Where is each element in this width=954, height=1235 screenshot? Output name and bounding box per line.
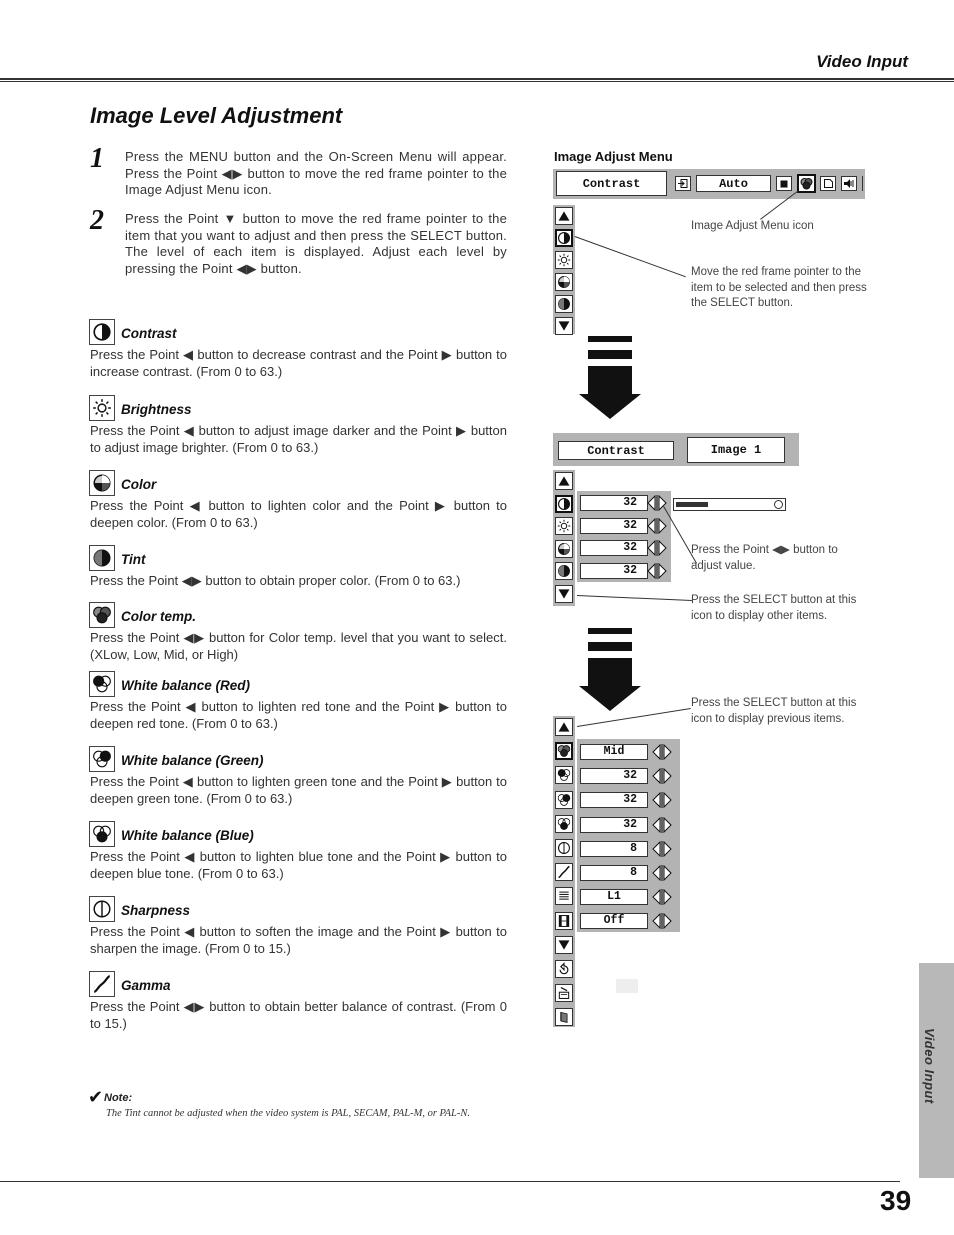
- value-field: L1: [580, 889, 648, 905]
- color-icon: [89, 470, 115, 496]
- contrast-slider[interactable]: [673, 498, 786, 511]
- value-field: 8: [580, 841, 648, 857]
- step-number-2: 2: [90, 205, 104, 236]
- tint-icon: [89, 545, 115, 571]
- page-title: Image Level Adjustment: [90, 103, 343, 128]
- value-field: 32: [580, 792, 648, 808]
- value-field: Mid: [580, 744, 648, 760]
- sharpness-icon: [89, 896, 115, 922]
- footer-rule: [0, 1181, 900, 1182]
- step-number-1: 1: [90, 143, 104, 174]
- item-description: Press the Point ◀▶ button for Color temp. level that you want to select. (XLow, Low, Mid, or High): [90, 630, 507, 662]
- down-arrow-2: [578, 628, 642, 712]
- header-rule: [0, 78, 954, 80]
- color-temp-icon[interactable]: [555, 742, 573, 760]
- item-title: White balance (Green): [121, 753, 264, 768]
- down-arrow-icon[interactable]: [555, 936, 573, 954]
- item-title: Color temp.: [121, 609, 197, 624]
- input-icon[interactable]: [675, 176, 691, 191]
- left-right-arrows-icon[interactable]: [652, 913, 672, 929]
- sharpness-icon[interactable]: [555, 839, 573, 857]
- step-text-1: Press the MENU button and the On-Screen Menu will appear. Press the Point ◀▶ button to move the red frame pointer to the Image Adjust Menu icon.: [125, 149, 507, 197]
- item-description: Press the Point ◀▶ button to obtain better balance of contrast. (From 0 to 15.): [90, 999, 507, 1031]
- top-menu-item-box[interactable]: Contrast: [556, 171, 667, 196]
- note-label: Note:: [104, 1092, 133, 1104]
- annotation-menu-icon: Image Adjust Menu icon: [691, 220, 814, 232]
- left-right-arrows-icon[interactable]: [652, 792, 672, 808]
- item-title: White balance (Blue): [121, 828, 254, 843]
- color-temp-icon: [89, 602, 115, 628]
- annotation-select-other: Press the SELECT button at this icon to display other items.: [691, 594, 857, 622]
- gamma-icon[interactable]: [555, 863, 573, 881]
- contrast-icon[interactable]: [555, 229, 573, 247]
- left-right-arrows-icon[interactable]: [652, 817, 672, 833]
- item-title: Tint: [121, 552, 146, 567]
- item-title: Brightness: [121, 402, 192, 417]
- up-arrow-icon[interactable]: [555, 207, 573, 225]
- value-field: 32: [580, 495, 648, 511]
- second-menu-item-box[interactable]: Contrast: [558, 441, 674, 460]
- item-title: White balance (Red): [121, 678, 251, 693]
- sound-icon[interactable]: [841, 176, 857, 191]
- item-description: Press the Point ◀ button to decrease contrast and the Point ▶ button to increase contrast. (From 0 to 63.): [90, 347, 507, 379]
- contrast-icon: [89, 319, 115, 345]
- item-title: Color: [121, 477, 157, 492]
- item-description: Press the Point ◀ button to lighten green tone and the Point ▶ button to deepen green tone. (From 0 to 63.): [90, 774, 507, 806]
- value-field: 32: [580, 817, 648, 833]
- note-text: The Tint cannot be adjusted when the video system is PAL, SECAM, PAL-M, or PAL-N.: [106, 1108, 470, 1119]
- header-rule-thin: [0, 81, 954, 82]
- menu-overflow-edge: [862, 176, 866, 191]
- store-icon[interactable]: [555, 984, 573, 1002]
- value-field: 8: [580, 865, 648, 881]
- page-number: 39: [880, 1185, 912, 1216]
- color-icon[interactable]: [555, 540, 573, 558]
- gamma-icon: [89, 971, 115, 997]
- white-balance-green-icon: [89, 746, 115, 772]
- item-description: Press the Point ◀▶ button to obtain proper color. (From 0 to 63.): [90, 573, 461, 588]
- down-arrow-icon[interactable]: [555, 585, 573, 603]
- progressive-icon[interactable]: [555, 912, 573, 930]
- step-text-2: Press the Point ▼ button to move the red frame pointer to the item that you want to adjust and then press the SELECT button. The level of each item is displayed. Adjust each level by pressing the Point ◀▶ button.: [125, 211, 507, 276]
- screen-icon[interactable]: [820, 176, 836, 191]
- left-right-arrows-icon[interactable]: [652, 889, 672, 905]
- up-arrow-icon[interactable]: [555, 472, 573, 490]
- white-balance-green-icon[interactable]: [555, 791, 573, 809]
- slider-knob[interactable]: [774, 500, 783, 509]
- white-balance-blue-icon[interactable]: [555, 815, 573, 833]
- quit-icon[interactable]: [555, 1008, 573, 1026]
- item-description: Press the Point ◀ button to lighten blue tone and the Point ▶ button to deepen blue tone. (From 0 to 63.): [90, 849, 507, 881]
- tint-icon[interactable]: [555, 295, 573, 313]
- item-title: Contrast: [121, 326, 177, 341]
- annotation-move-pointer: Move the red frame pointer to the item to be selected and then press the SELECT button.: [691, 266, 867, 309]
- white-balance-red-icon: [89, 671, 115, 697]
- color-icon[interactable]: [555, 273, 573, 291]
- item-description: Press the Point ◀ button to soften the image and the Point ▶ button to sharpen the image. (From 0 to 15.): [90, 924, 507, 956]
- tint-icon[interactable]: [555, 562, 573, 580]
- top-menu-mode-box[interactable]: Auto: [696, 175, 771, 192]
- left-right-arrows-icon[interactable]: [652, 768, 672, 784]
- section-header: Video Input: [816, 52, 908, 71]
- leader-line-other: [577, 595, 692, 601]
- annotation-select-previous: Press the SELECT button at this icon to display previous items.: [691, 697, 857, 725]
- side-tab-label: Video Input: [922, 1028, 937, 1104]
- brightness-icon: [89, 395, 115, 421]
- reset-icon[interactable]: [555, 960, 573, 978]
- contrast-slider-fill: [676, 502, 708, 507]
- left-right-arrows-icon[interactable]: [652, 841, 672, 857]
- left-right-arrows-icon[interactable]: [652, 865, 672, 881]
- brightness-icon[interactable]: [555, 517, 573, 535]
- leader-line-pointer: [575, 236, 686, 277]
- value-field: 32: [580, 563, 648, 579]
- second-menu-mode-box[interactable]: Image 1: [687, 437, 785, 463]
- value-field: 32: [580, 540, 648, 556]
- value-field: Off: [580, 913, 648, 929]
- item-description: Press the Point ◀ button to lighten red tone and the Point ▶ button to deepen red tone. (From 0 to 63.): [90, 699, 507, 731]
- value-field: 32: [580, 518, 648, 534]
- down-arrow-1: [578, 336, 642, 420]
- value-field: 32: [580, 768, 648, 784]
- annotation-adjust-value: Press the Point ◀▶ button to adjust value.: [691, 544, 838, 572]
- white-balance-red-icon[interactable]: [555, 766, 573, 784]
- up-arrow-icon[interactable]: [555, 718, 573, 736]
- blank-swatch: [616, 979, 638, 993]
- left-right-arrows-icon[interactable]: [647, 518, 667, 534]
- left-right-arrows-icon[interactable]: [647, 563, 667, 579]
- white-balance-blue-icon: [89, 821, 115, 847]
- item-title: Gamma: [121, 978, 171, 993]
- image-icon[interactable]: [776, 176, 792, 191]
- figure-label: Image Adjust Menu: [554, 149, 673, 164]
- noise-reduction-icon[interactable]: [555, 887, 573, 905]
- left-right-arrows-icon[interactable]: [652, 744, 672, 760]
- brightness-icon[interactable]: [555, 251, 573, 269]
- item-description: Press the Point ◀ button to adjust image darker and the Point ▶ button to adjust image brighter. (From 0 to 63.): [90, 423, 507, 455]
- left-right-arrows-icon[interactable]: [647, 540, 667, 556]
- contrast-icon[interactable]: [555, 495, 573, 513]
- checkmark-icon: ✔: [88, 1087, 104, 1107]
- item-description: Press the Point ◀ button to lighten color and the Point ▶ button to deepen color. (From 0 to 63.): [90, 498, 507, 530]
- item-title: Sharpness: [121, 903, 191, 918]
- image-adjust-menu-icon[interactable]: [797, 174, 816, 193]
- down-arrow-icon[interactable]: [555, 317, 573, 335]
